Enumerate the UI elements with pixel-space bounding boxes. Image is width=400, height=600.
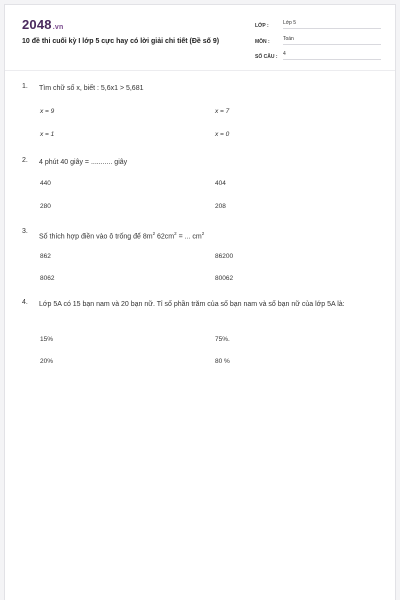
option-b[interactable]: x = 7 bbox=[215, 108, 230, 115]
site-logo[interactable] bbox=[22, 17, 63, 32]
page-title: 10 đề thi cuối kỳ I lớp 5 cực hay có lời giải chi tiết (Đề số 9) bbox=[22, 38, 220, 45]
meta-class-key: LỚP : bbox=[255, 23, 269, 29]
option-d[interactable]: 80 % bbox=[215, 358, 230, 365]
meta-class-value: Lớp 5 bbox=[283, 20, 381, 29]
superscript: 2 bbox=[201, 231, 205, 236]
meta-class bbox=[255, 20, 381, 29]
option-d[interactable]: 208 bbox=[215, 203, 226, 210]
question-number: 4. bbox=[22, 299, 28, 306]
option-c[interactable]: 280 bbox=[40, 203, 51, 210]
option-a[interactable]: x = 9 bbox=[40, 108, 55, 115]
question-text-part: Số thích hợp điền vào ô trống để 8m bbox=[39, 233, 153, 241]
meta-subject bbox=[255, 36, 381, 45]
option-c[interactable]: 20% bbox=[40, 358, 54, 365]
question-text bbox=[39, 228, 379, 242]
question-number: 3. bbox=[22, 228, 28, 235]
superscript: 2 bbox=[174, 231, 177, 236]
question-number: 2. bbox=[22, 157, 28, 164]
document-page bbox=[4, 4, 396, 600]
logo-tld: .vn bbox=[52, 24, 64, 31]
option-b[interactable]: 404 bbox=[215, 180, 226, 187]
question-number: 1. bbox=[22, 83, 28, 90]
superscript: 2 bbox=[152, 231, 156, 236]
question-text: Tìm chữ số x, biết : 5,6x1 > 5,681 bbox=[39, 85, 144, 92]
meta-question-count bbox=[255, 51, 381, 60]
meta-count-value: 4 bbox=[283, 51, 381, 60]
option-b[interactable]: 86200 bbox=[215, 253, 234, 260]
logo-text: 2048 bbox=[22, 17, 52, 32]
option-a[interactable]: 15% bbox=[40, 336, 54, 343]
option-b[interactable]: 75%. bbox=[215, 336, 230, 343]
question-text-part: 62cm bbox=[155, 233, 175, 241]
option-a[interactable]: 862 bbox=[40, 253, 51, 260]
option-d[interactable]: 80062 bbox=[215, 275, 234, 282]
meta-subject-key: MÔN : bbox=[255, 39, 270, 45]
meta-subject-value: Toán bbox=[283, 36, 381, 45]
option-c[interactable]: 8062 bbox=[40, 275, 55, 282]
question-text: 4 phút 40 giây = ........... giây bbox=[39, 159, 128, 166]
meta-count-key: SỐ CÂU : bbox=[255, 54, 278, 60]
question-text-part: = ... cm bbox=[176, 233, 202, 241]
option-d[interactable]: x = 0 bbox=[215, 131, 230, 138]
option-c[interactable]: x = 1 bbox=[40, 131, 55, 138]
document-header bbox=[5, 5, 395, 71]
question-text: Lớp 5A có 15 bạn nam và 20 bạn nữ. Tỉ số phần trăm của số bạn nam và số bạn nữ của lớp 5A là: bbox=[39, 301, 345, 308]
option-a[interactable]: 440 bbox=[40, 180, 51, 187]
